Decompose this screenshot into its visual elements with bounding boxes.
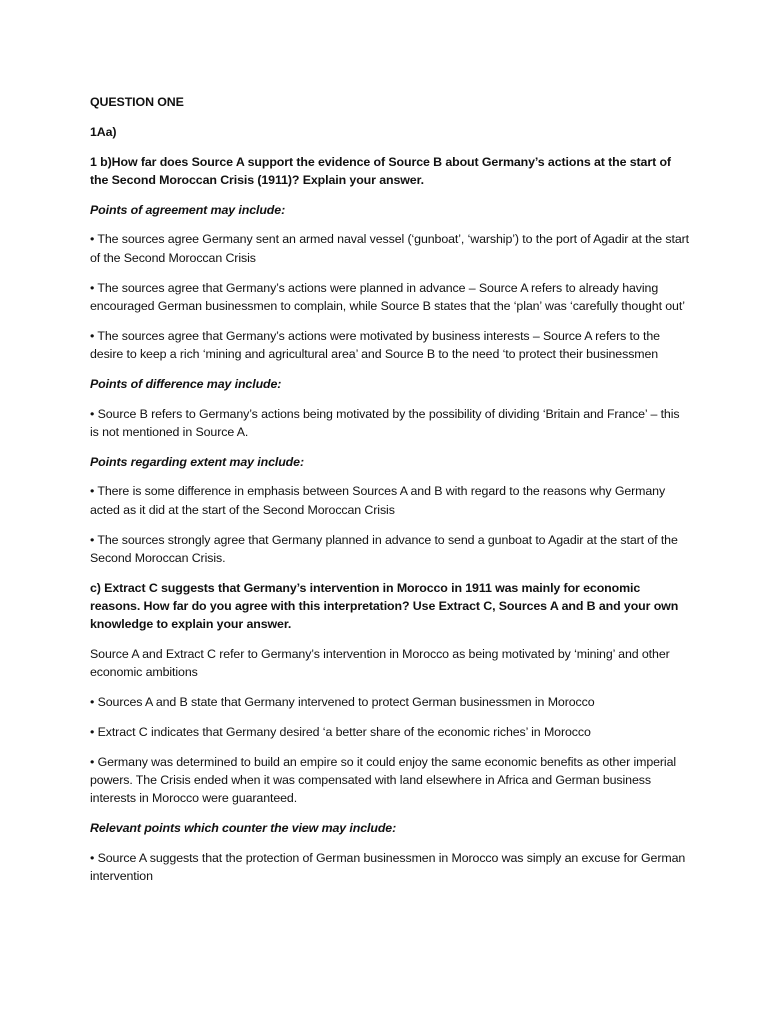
agreement-heading: Points of agreement may include: bbox=[90, 202, 286, 217]
agreement-point: • The sources agree Germany sent an armed naval vessel (‘gunboat’, ‘warship’) to the port of Agadir at the start of the Second Moroccan Crisis bbox=[90, 232, 689, 265]
question-c-point: • Extract C indicates that Germany desired ‘a better share of the economic riches’ in Morocco bbox=[90, 724, 591, 739]
extent-point: • There is some difference in emphasis between Sources A and B with regard to the reasons why Germany acted as it did at the start of the Second Moroccan Crisis bbox=[90, 484, 666, 517]
agreement-point: • The sources agree that Germany’s actions were motivated by business interests – Source A refers to the desire to keep a rich ‘mining and agricultural area’ and Source B to the need ‘to protect their businessmen bbox=[90, 328, 660, 361]
question-heading: QUESTION ONE bbox=[90, 95, 184, 109]
document-page bbox=[90, 93, 690, 897]
extent-point: • The sources strongly agree that Germany planned in advance to send a gunboat to Agadir at the start of the Second Moroccan Crisis. bbox=[90, 532, 678, 565]
agreement-point: • The sources agree that Germany’s actions were planned in advance – Source A refers to already having encouraged German businessmen to complain, while Source B states that the ‘plan’ was ‘carefully thought out’ bbox=[90, 280, 685, 313]
counter-heading: Relevant points which counter the view may include: bbox=[90, 821, 397, 836]
question-c-point: • Sources A and B state that Germany intervened to protect German businessmen in Morocco bbox=[90, 695, 595, 710]
difference-point: • Source B refers to Germany’s actions being motivated by the possibility of dividing ‘Britain and France’ – this is not mentioned in Source A. bbox=[90, 406, 680, 439]
question-1a-label: 1Aa) bbox=[90, 124, 117, 139]
question-c-point: Source A and Extract C refer to Germany’s intervention in Morocco as being motivated by ‘mining’ and other economic ambitions bbox=[90, 647, 670, 680]
extent-heading: Points regarding extent may include: bbox=[90, 454, 304, 469]
question-c-point: • Germany was determined to build an empire so it could enjoy the same economic benefits as other imperial powers. The Crisis ended when it was compensated with land elsewhere in Africa and German business interests in Morocco were guaranteed. bbox=[90, 754, 677, 806]
counter-point: • Source A suggests that the protection of German businessmen in Morocco was simply an excuse for German intervention bbox=[90, 850, 686, 884]
question-c-text: c) Extract C suggests that Germany’s intervention in Morocco in 1911 was mainly for economic reasons. How far do you agree with this interpretation? Use Extract C, Sources A and B and your own knowledge to explain your answer. bbox=[90, 580, 679, 632]
question-1b-text: 1 b)How far does Source A support the evidence of Source B about Germany’s actions at the start of the Second Moroccan Crisis (1911)? Explain your answer. bbox=[90, 154, 671, 187]
difference-heading: Points of difference may include: bbox=[90, 376, 282, 391]
